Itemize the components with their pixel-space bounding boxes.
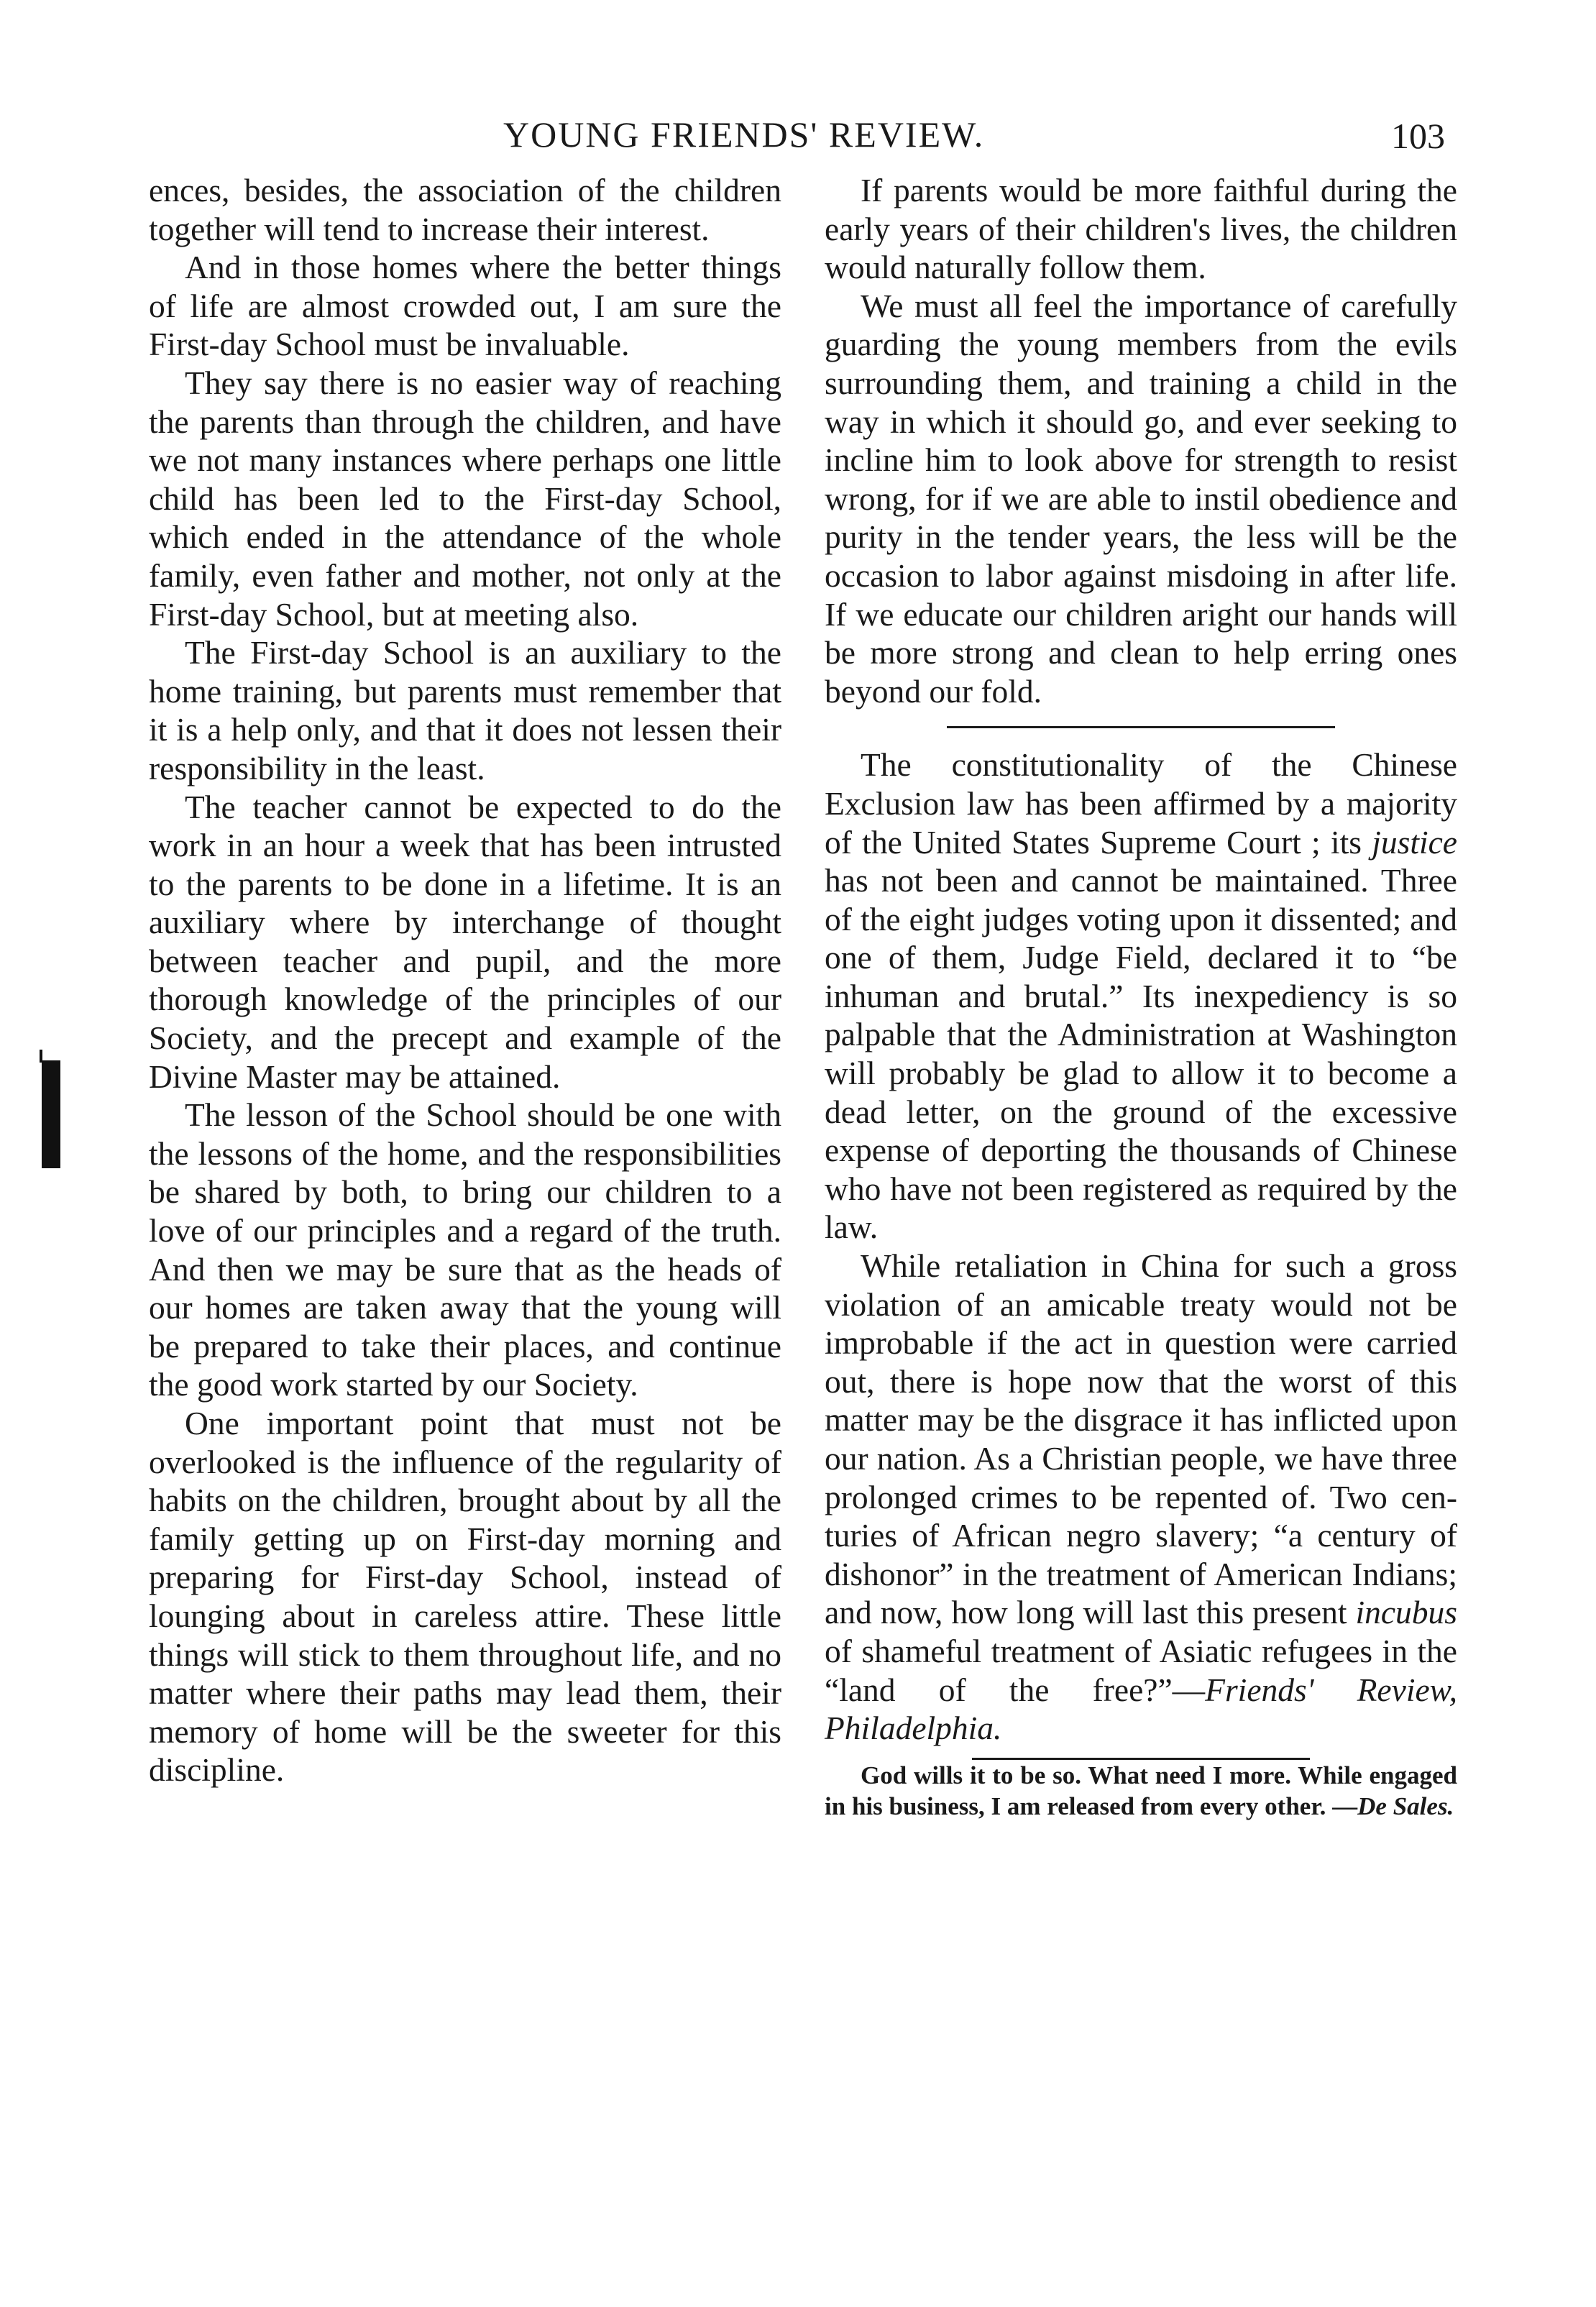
paragraph: The First-day School is an auxiliary to the home training, but parents must remember that it is a help only, and that it does not lessen their responsibility in the least.	[149, 634, 781, 786]
source-citation: Friends' Review, Philadelphia.	[825, 1671, 1457, 1747]
quote-text: God wills it to be so. What need I more. While engaged in his business, I am released from every other. —	[825, 1761, 1457, 1820]
running-head: YOUNG FRIENDS' REVIEW.	[503, 114, 985, 155]
text-run: The constitutionality of the Chinese Exclusion law has been affirmed by a majority of the United States Supreme Court ; its	[825, 746, 1457, 861]
paragraph: If parents would be more faithful during the early years of their children's lives, the children would naturally follow them.	[825, 172, 1457, 286]
margin-scan-mark	[42, 1060, 60, 1168]
closing-quote	[825, 1760, 1457, 1822]
article-paragraph	[825, 1247, 1457, 1748]
paragraph: And in those homes where the better things of life are almost crowded out, I am sure the First-day School must be invaluable.	[149, 249, 781, 363]
text-run: While retaliation in China for such a gross violation of an amicable treaty would not be improbable if the act in question were carried out, there is hope now that the worst of this matter may be the disgrace it has inflicted upon our nation. As a Christian people, we have three prolonged crimes to be repented of. Two centuries of African negro slavery; “a century of dishonor” in the treatment of American Indians; and now, how long will last this present	[825, 1247, 1457, 1631]
right-column	[825, 171, 1457, 1822]
paragraph: They say there is no easier way of reaching the parents than through the children, and have we not many instances where perhaps one little child has been led to the First-day School, which ended in the attendance of the whole family, even father and mother, not only at the First-day School, but at meeting also.	[149, 364, 781, 633]
paragraph: The teacher cannot be expected to do the work in an hour a week that has been intrusted to the parents to be done in a lifetime. It is an auxiliary where by interchange of thought between teacher and pupil, and the more thorough knowledge of the principles of our Society, and the precept and example of the Divine Master may be attained.	[149, 788, 781, 1095]
text-run: has not been and cannot be maintained. Three of the eight judges voting upon it dissented; and one of them, Judge Field, declared it to “be inhuman and brutal.” Its inexpediency is so palpable that the Administration at Washington will probably be glad to allow it to become a dead letter, on the ground of the excessive expense of deporting the thousands of Chinese who have not been registered as required by the law.	[825, 862, 1457, 1246]
page-number: 103	[1391, 116, 1445, 156]
paragraph: The lesson of the School should be one with the lessons of the home, and the responsibilities be shared by both, to bring our children to a love of our principles and a regard of the truth. And then we may be sure that as the heads of our homes are taken away that the young will be prepared to take their places, and continue the good work started by our Society.	[149, 1096, 781, 1403]
text-run: of shameful treatment of Asiatic refugees in the “land of the free?”—	[825, 1632, 1457, 1708]
section-divider	[947, 726, 1335, 728]
italic-word: incubus	[1355, 1594, 1457, 1631]
paragraph: ences, besides, the association of the children together will tend to increase their interest.	[149, 172, 781, 247]
left-column	[149, 171, 781, 1789]
paragraph: One important point that must not be overlooked is the influence of the regularity of habits on the children, brought about by all the family getting up on First-day morning and preparing for First-day School, instead of lounging about in careless attire. These little things will stick to them throughout life, and no matter where their paths may lead them, their memory of home will be the sweeter for this discipline.	[149, 1405, 781, 1789]
italic-word: justice	[1372, 823, 1457, 861]
quote-attribution: De Sales.	[1357, 1792, 1454, 1820]
paragraph: We must all feel the importance of carefully guarding the young members from the evils surrounding them, and training a child in the way in which it should go, and ever seeking to incline him to look above for strength to resist wrong, for if we are able to instil obedience and purity in the tender years, the less will be the occasion to labor against misdoing in after life. If we educate our children aright our hands will be more strong and clean to help erring ones beyond our fold.	[825, 287, 1457, 710]
article-paragraph	[825, 746, 1457, 1247]
